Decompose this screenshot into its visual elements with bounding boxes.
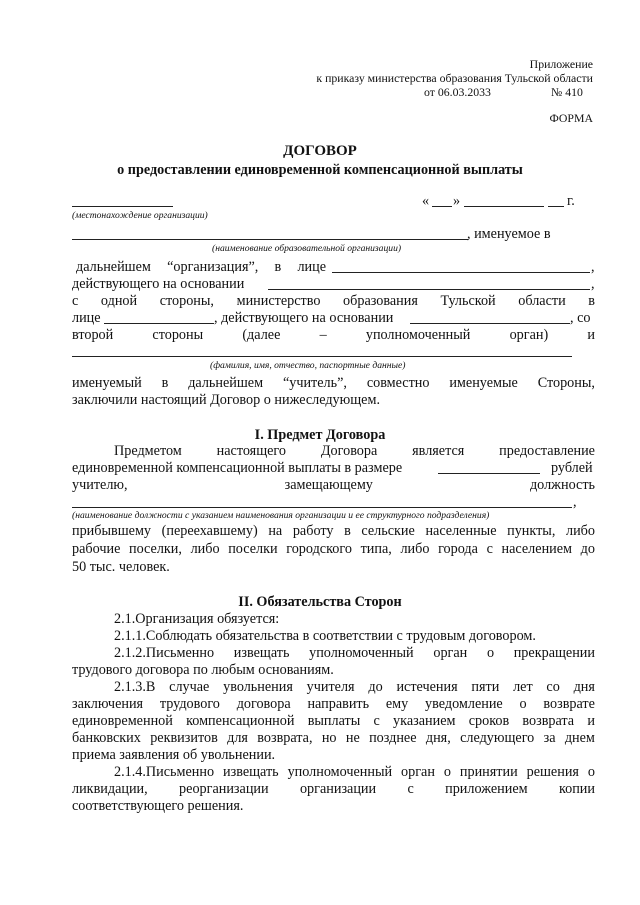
word: банковских [72,730,141,746]
preamble-line-3 [72,293,595,310]
word: 2.1.4.Письменно [114,764,215,780]
preamble-line-4-b: , действующего на основании [214,310,394,326]
section-1-heading: I. Предмет Договора [254,427,386,443]
word: стороны, [159,293,214,309]
word: для [227,730,248,746]
preamble-line-6 [72,375,595,392]
section-2-heading: II. Обязательства Сторон [238,594,402,610]
section-1-line-6: рабочие поселки, либо поселки городского типа, либо города с населением до [72,541,595,557]
word: сроков [468,713,510,729]
section-1-line-2-a: единовременной компенсационной выплаты в размере [72,460,403,476]
clause-2-1-3-line-1 [114,679,595,696]
word: копии [558,781,595,797]
named-as-text: , именуемое в [467,226,551,242]
word: настоящего [216,443,286,459]
word: не [345,730,360,746]
word: извещать [233,645,290,661]
preamble-line-4-a: лице [72,310,101,326]
basis-blank[interactable] [268,289,590,290]
word: позднее [369,730,417,746]
word: с [72,293,79,309]
word: стороны [152,327,204,343]
preamble-line-2: действующего на основании [72,276,245,292]
word: с [407,781,414,797]
word: 2.1.3.В [114,679,156,695]
clause-2-1-3-line-2 [72,696,595,713]
clause-2-1-4-line-1 [114,764,595,781]
word: области [518,293,566,309]
teacher-data-blank[interactable] [72,356,572,357]
word: увольнения [223,679,293,695]
rubles-label: рублей [551,460,593,476]
preamble-line-1 [76,259,326,276]
year-blank[interactable] [548,206,564,207]
word: пяти [471,679,500,695]
word: министерство [236,293,321,309]
word: за [543,730,556,746]
word: совместно [366,375,430,391]
position-caption: (наименование должности с указанием наименования организации и ее структурного подразделения) [72,510,490,521]
word: организации [299,781,377,797]
word: является [412,443,465,459]
word: приложением [445,781,528,797]
position-blank[interactable] [72,507,572,508]
word: Стороны, [537,375,595,391]
month-blank[interactable] [464,206,544,207]
payment-amount-blank[interactable] [438,473,540,474]
clause-2-1: 2.1.Организация обязуется: [114,611,280,627]
section-1-line-1 [114,443,595,460]
word: возврата, [257,730,313,746]
word: прекращении [513,645,595,661]
word: дня, [425,730,451,746]
document-subtitle: о предоставлении единовременной компенсационной выплаты [117,162,523,178]
word: со [546,679,560,695]
org-caption: (наименование образовательной организации) [212,243,402,254]
word: Договора [320,443,378,459]
day-blank[interactable] [432,206,452,207]
preamble-line-5 [72,327,595,344]
word: но [321,730,337,746]
word: “учитель”, [282,375,347,391]
word: одной [100,293,138,309]
word: дальнейшем [188,375,264,391]
word: лет [513,679,533,695]
preamble-line-4-c: , со [570,310,591,326]
word: о [443,764,451,780]
word: договора [236,696,291,712]
header-appendix: Приложение [529,57,593,71]
person-caption: (фамилия, имя, отчество, паспортные данные) [210,360,406,371]
word: второй [72,327,114,343]
word: выплаты [307,713,361,729]
word: и [587,713,595,729]
word: Предметом [114,443,182,459]
word: в [161,375,169,391]
location-caption: (местонахождение организации) [72,210,208,221]
date-close-quote: » [453,193,461,209]
clause-2-1-4-line-3: соответствующего решения. [72,798,244,814]
header-date: от 06.03.2033 [424,85,491,99]
org-name-blank[interactable] [72,239,468,240]
word: единовременной [72,713,173,729]
header-number: № 410 [551,85,583,99]
word: лице [297,259,326,275]
word: о [486,645,495,661]
word: именуемый [72,375,142,391]
word: уполномоченный [287,764,393,780]
word: должность [529,477,595,493]
clause-2-1-3-line-3 [72,713,595,730]
word: именуемые [449,375,518,391]
comma: , [573,494,577,510]
word: о [519,696,527,712]
word: в [274,259,282,275]
clause-2-1-4-line-2 [72,781,595,798]
minister-rep-blank[interactable] [104,323,214,324]
word: 2.1.2.Письменно [114,645,215,661]
word: принятии [459,764,518,780]
clause-2-1-3-line-4 [72,730,595,747]
word: заключения [72,696,144,712]
word: – [319,327,327,343]
comma: , [591,259,595,275]
comma: , [591,276,595,292]
representative-blank[interactable] [332,272,590,273]
word: предоставление [499,443,595,459]
word: Тульской [440,293,496,309]
word: извещать [223,764,279,780]
word: дня [573,679,595,695]
word: орган [401,764,435,780]
word: возврате [543,696,595,712]
word: компенсационной [186,713,295,729]
date-open-quote: « [422,193,430,209]
word: истечения [396,679,458,695]
word: направить [307,696,370,712]
word: с [373,713,380,729]
header-order: к приказу министерства образования Тульской области [316,71,593,85]
word: до [368,679,383,695]
clause-2-1-2-line-2: трудового договора по любым основаниям. [72,662,334,678]
word: днем [564,730,595,746]
section-1-line-5: прибывшему (переехавшему) на работу в сельские населенные пункты, либо [72,523,595,539]
document-title: ДОГОВОР [283,143,357,159]
word: (далее [242,327,281,343]
word: уведомление [425,696,503,712]
word: замещающему [284,477,373,493]
word: образования [343,293,418,309]
word: случае [169,679,210,695]
clause-2-1-3-line-5: приема заявления об увольнении. [72,747,276,763]
word: дальнейшем [76,259,151,275]
preamble-line-7: заключили настоящий Договор о нижеследующем. [72,392,380,408]
location-blank[interactable] [72,206,173,207]
clause-2-1-2-line-1 [114,645,595,662]
minister-basis-blank[interactable] [410,323,570,324]
word: ликвидации, [72,781,148,797]
word: уполномоченный [309,645,414,661]
word: в [588,293,595,309]
word: “организация”, [167,259,259,275]
word: учителя [306,679,355,695]
word: реорганизации [179,781,269,797]
section-1-line-3 [72,477,595,494]
word: орган [433,645,468,661]
word: реквизитов [150,730,218,746]
word: учителю, [72,477,128,493]
header-forma: ФОРМА [549,111,593,125]
word: о [587,764,595,780]
word: указанием [393,713,456,729]
word: и [587,327,595,343]
word: решения [526,764,579,780]
word: орган) [509,327,549,343]
clause-2-1-1: 2.1.1.Соблюдать обязательства в соответствии с трудовым договором. [114,628,536,644]
word: трудового [159,696,220,712]
word: следующего [460,730,535,746]
year-suffix: г. [567,193,575,209]
word: возврата [522,713,575,729]
word: ему [385,696,409,712]
word: уполномоченный [365,327,471,343]
section-1-line-7: 50 тыс. человек. [72,559,170,575]
